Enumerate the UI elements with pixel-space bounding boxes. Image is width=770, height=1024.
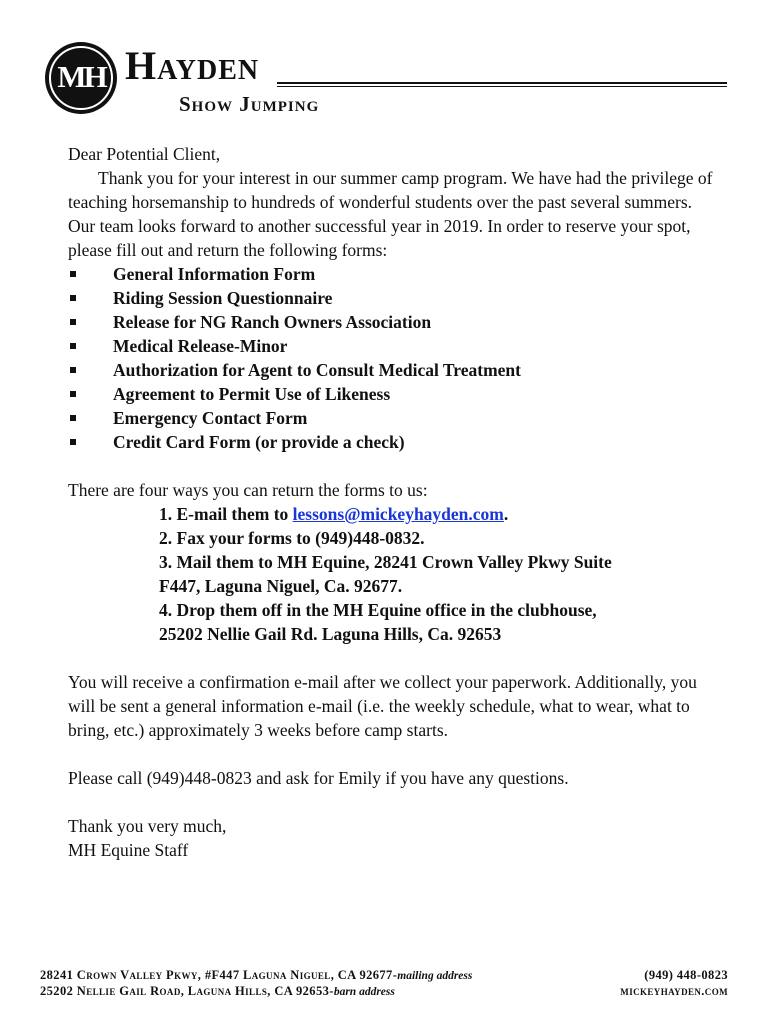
letterhead (45, 42, 727, 122)
return-methods (159, 502, 718, 646)
form-name: Release for NG Ranch Owners Association (113, 312, 432, 332)
header-rule (277, 82, 727, 87)
square-bullet-icon (70, 271, 76, 277)
form-name: Authorization for Agent to Consult Medical Treatment (113, 360, 521, 380)
barn-address (40, 984, 395, 999)
brand-name: Hayden (125, 43, 260, 88)
mailing-address (40, 968, 472, 983)
footer-phone: (949) 448-0823 (644, 968, 728, 982)
square-bullet-icon (70, 391, 76, 397)
logo-monogram: MH (57, 59, 105, 94)
signature: MH Equine Staff (68, 840, 189, 860)
mailing-address-text: 28241 Crown Valley Pkwy, #F447 Laguna Niguel, CA 92677- (40, 968, 398, 982)
method-email-suffix: . (503, 504, 509, 524)
list-item (68, 430, 718, 454)
form-name: Emergency Contact Form (113, 408, 308, 428)
square-bullet-icon (70, 367, 76, 373)
intro-paragraph: Thank you for your interest in our summer camp program. We have had the privilege of teaching horsemanship to hundreds of wonderful students over the past several summers. Our team looks forward to another successful year in 2019. In order to reserve your spot, please fill out and return the following forms: (68, 168, 713, 260)
email-link[interactable]: lessons@mickeyhayden.com (292, 504, 504, 524)
footer (40, 968, 728, 1000)
form-name: Agreement to Permit Use of Likeness (113, 384, 391, 404)
list-item (68, 310, 718, 334)
square-bullet-icon (70, 319, 76, 325)
square-bullet-icon (70, 415, 76, 421)
list-item (68, 262, 718, 286)
form-name: Medical Release-Minor (113, 336, 288, 356)
salutation: Dear Potential Client, (68, 144, 221, 164)
forms-list (68, 262, 718, 454)
form-name: Credit Card Form (or provide a check) (113, 432, 405, 452)
list-item (68, 358, 718, 382)
form-name: General Information Form (113, 264, 316, 284)
method-fax: 2. Fax your forms to (949)448-0832. (159, 528, 425, 548)
method-mail-line1: 3. Mail them to MH Equine, 28241 Crown Valley Pkwy Suite (159, 552, 612, 572)
method-dropoff-line1: 4. Drop them off in the MH Equine office in the clubhouse, (159, 600, 597, 620)
call-paragraph: Please call (949)448-0823 and ask for Emily if you have any questions. (68, 768, 569, 788)
method-email-prefix: 1. E-mail them to (159, 504, 293, 524)
letter-body (68, 142, 718, 862)
list-item (68, 334, 718, 358)
method-email (159, 502, 718, 526)
mailing-address-note: mailing address (397, 970, 473, 982)
return-intro: There are four ways you can return the forms to us: (68, 480, 428, 500)
mh-logo (45, 42, 117, 114)
form-name: Riding Session Questionnaire (113, 288, 333, 308)
list-item (68, 382, 718, 406)
barn-address-text: 25202 Nellie Gail Road, Laguna Hills, CA 92653- (40, 984, 334, 998)
method-dropoff-line2: 25202 Nellie Gail Rd. Laguna Hills, Ca. 92653 (159, 624, 502, 644)
closing: Thank you very much, (68, 816, 227, 836)
confirmation-paragraph: You will receive a confirmation e-mail after we collect your paperwork. Additionally, you will be sent a general information e-mail (i.e. the weekly schedule, what to wear, what to bring, etc.) approximately 3 weeks before camp starts. (68, 672, 697, 740)
list-item (68, 406, 718, 430)
method-mail-line2: F447, Laguna Niguel, Ca. 92677. (159, 576, 403, 596)
list-item (68, 286, 718, 310)
square-bullet-icon (70, 295, 76, 301)
footer-website: mickeyhayden.com (620, 984, 728, 998)
square-bullet-icon (70, 439, 76, 445)
brand-tagline: Show Jumping (179, 92, 320, 116)
barn-address-note: barn address (333, 986, 395, 998)
square-bullet-icon (70, 343, 76, 349)
